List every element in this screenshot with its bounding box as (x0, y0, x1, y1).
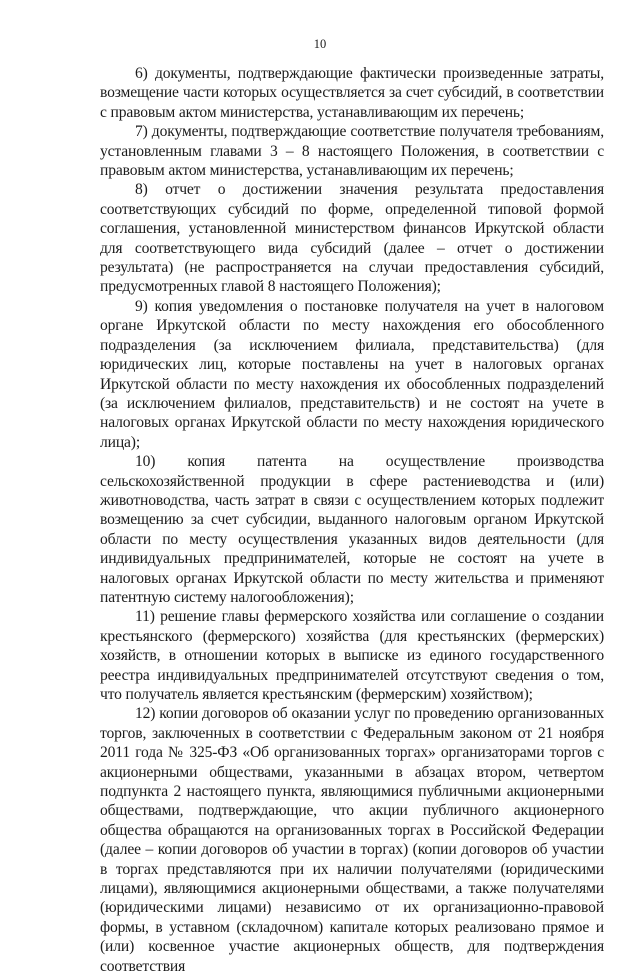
paragraph-item-7: 7) документы, подтверждающие соответствие получателя требованиям, установленным главами 3 – 8 настоящего Положения, в соответствии с правовым актом министерства, устанавливающим их перечень; (100, 123, 604, 180)
paragraph-item-6: 6) документы, подтверждающие фактически произведенные затраты, возмещение части которых осуществляется за счет субсидий, в соответствии с правовым актом министерства, устанавливающим их перечень; (100, 65, 604, 121)
paragraph-item-11: 11) решение главы фермерского хозяйства или соглашение о создании крестьянского (фермерского) хозяйства (для крестьянских (фермерских) хозяйств, в отношении которых в выписке из единого государственного реестра индивидуальных предпринимателей отсутствуют сведения о том, что получатель является крестьянским (фермерским) хозяйством); (100, 608, 604, 703)
page-number: 10 (313, 37, 327, 51)
paragraph-item-8: 8) отчет о достижении значения результата предоставления соответствующих субсидий по форме, определенной типовой формой соглашения, установленной министерством финансов Иркутской области для соответствующего вида субсидий (далее – отчет о достижении результата) (не распространяется на случаи предоставления субсидий, предусмотренных главой 8 настоящего Положения); (100, 181, 604, 296)
paragraph-item-10: 10) копия патента на осуществление производства сельскохозяйственной продукции в сфере растениеводства и (или) животноводства, часть затрат в связи с осуществлением которых подлежит возмещению за счет субсидии, выданного налоговым органом Иркутской области по месту осуществления указанных видов деятельности (для индивидуальных предпринимателей, которые не состоят на учете в налоговых органах Иркутской области по месту жительства и применяют патентную систему налогообложения); (100, 453, 604, 606)
paragraph-item-12: 12) копии договоров об оказании услуг по проведению организованных торгов, заключенных в соответствии с Федеральным законом от 21 ноября 2011 года № 325-ФЗ «Об организованных торгах» организаторами торгов с акционерными обществами, указанными в абзацах втором, четвертом подпункта 2 настоящего пункта, являющимися публичными акционерными обществами, подтверждающие, что акции публичного акционерного общества обращаются на организованных торгах в Российской Федерации (далее – копии договоров об участии в торгах) (копии договоров об участии в торгах представляются при их наличии получателями (юридическими лицами), являющимися акционерными обществами, а также получателями (юридическими лицами) независимо от их организационно-правовой формы, в уставном (складочном) капитале которых реализовано прямое и (или) косвенное участие акционерных обществ, для подтверждения соответствия (100, 705, 604, 975)
paragraph-item-9: 9) копия уведомления о постановке получателя на учет в налоговом органе Иркутской области по месту нахождения его обособленного подразделения (за исключением филиала, представительства) (для юридических лиц, которые поставлены на учет в налоговых органах Иркутской области по месту нахождения их обособленных подразделений (за исключением филиалов, представительств) и не состоят на учете в налоговых органах Иркутской области по месту нахождения юридического лица); (100, 297, 604, 451)
document-body (100, 64, 604, 976)
